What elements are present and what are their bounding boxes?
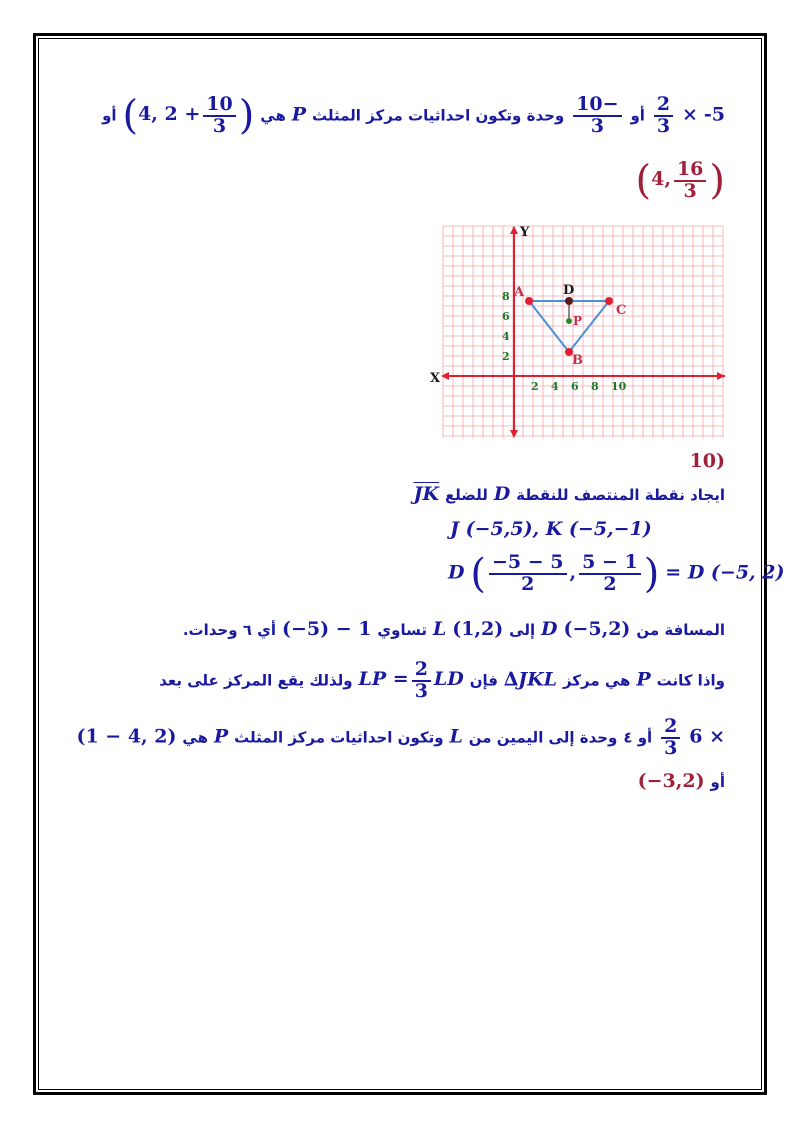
centroid-final-expression: (1 − 4, 2) (76, 725, 177, 748)
x-axis-arrow-left (441, 372, 449, 380)
point-p (566, 318, 572, 324)
distance-line: المسافة من (−5,2) D إلى (1,2) L تساوي (−5) − 1 أي ٦ وحدات. (182, 618, 725, 640)
solution-line-1: 5- × $\frac{2}{3}$ أو $\frac{-10}{3}$ وحدة وتكون احداثيات مركز المثلث P هي (4, 2 + $\frac{10}{3}$ ) أو (102, 92, 725, 139)
x-tick-label: 2 (531, 380, 539, 393)
point-a (525, 297, 533, 305)
centroid-expression: (4, 2 + $\frac{10}{3}$ ) (122, 92, 255, 139)
midpoint-calculation: D ( $\frac{-5 - 5}{2}$ , $\frac{5 - 1}{2}$ ) = D (−5, 2) (448, 550, 785, 597)
x-tick-label: 10 (611, 380, 627, 393)
y-axis-arrow-down (510, 430, 518, 438)
y-tick-label: 4 (502, 330, 510, 343)
label-c: C (616, 303, 627, 318)
final-answer-line: أو (−3,2) (637, 770, 725, 792)
label-d: D (563, 283, 575, 298)
centroid-result: (4, $\frac{16}{3}$ ) (635, 157, 725, 204)
problem-number: (10 (689, 450, 725, 472)
y-tick-label: 6 (502, 310, 510, 323)
coordinate-graph (430, 224, 728, 440)
y-tick-label: 8 (502, 290, 510, 303)
x-tick-label: 4 (551, 380, 559, 393)
label-b: B (572, 353, 583, 368)
tick-labels (502, 290, 627, 393)
jk-coordinates: J (−5,5), K (−5,−1) (450, 518, 652, 540)
x-tick-label: 8 (591, 380, 599, 393)
x-tick-label: 6 (571, 380, 579, 393)
fraction-minus-ten-thirds: $\frac{-10}{3}$ (573, 95, 621, 137)
axis-y-label: Y (520, 225, 530, 240)
find-midpoint-line: ايجاد نقطة المنتصف للنقطة D للضلع JK (413, 483, 725, 505)
axis-x-label: X (430, 371, 441, 386)
side-jk: JK (413, 483, 440, 505)
grid-lines (443, 226, 723, 438)
final-line: 6 × $\frac{2}{3}$ أو ٤ وحدة إلى اليمين من L وتكون احداثيات مركز المثلث P هي (1 − 4, 2) (76, 715, 725, 759)
point-d (565, 297, 573, 305)
centroid-line: واذا كانت P هي مركز ∆JKL فإن LP = $\frac{2}{3}$ LD ولذلك يقع المركز على بعد (159, 658, 725, 702)
label-a: A (514, 285, 525, 300)
fraction-two-thirds: $\frac{2}{3}$ (654, 95, 673, 137)
line1-start: 5- (703, 103, 725, 126)
solution-line-2 (635, 157, 725, 204)
final-answer: (−3,2) (637, 770, 705, 792)
x-axis-arrow-right (717, 372, 725, 380)
point-c (605, 297, 613, 305)
y-axis-arrow-up (510, 226, 518, 234)
label-p: P (573, 314, 583, 328)
y-tick-label: 2 (502, 350, 510, 363)
